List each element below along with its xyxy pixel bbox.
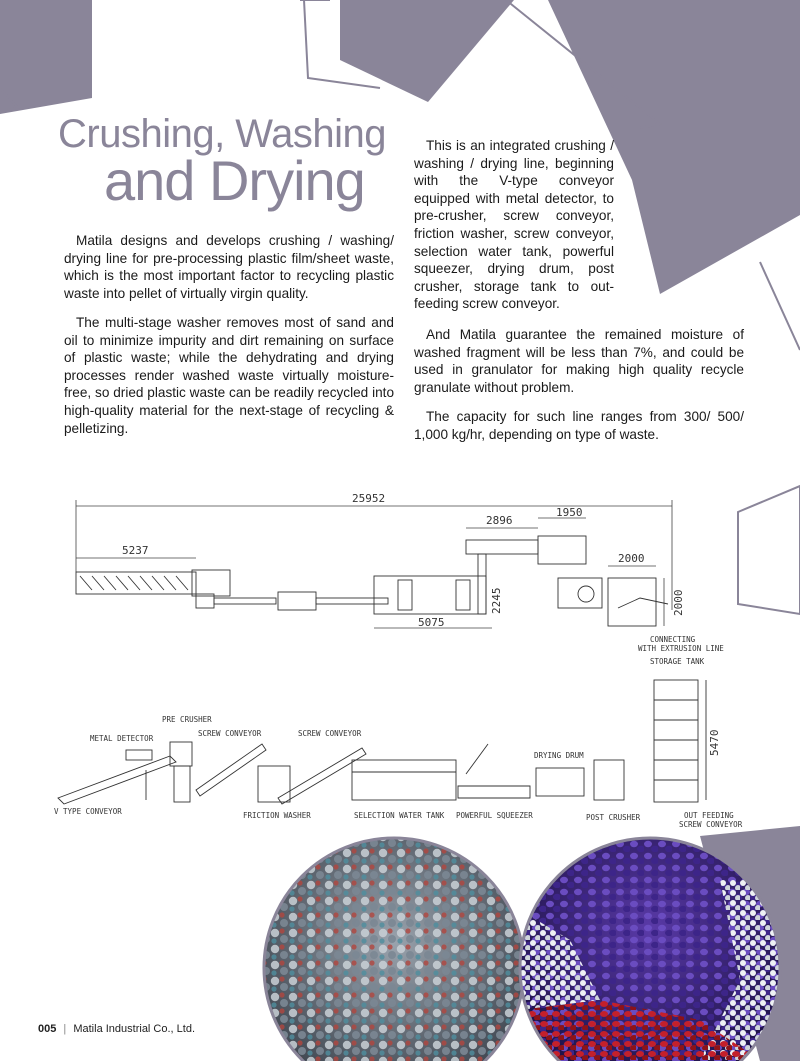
outfeed-top-view — [618, 598, 668, 608]
dim-mid-top: 2896 — [486, 514, 513, 527]
page-title-line2: and Drying — [104, 149, 365, 212]
right-paragraph-1: This is an integrated crushing / washing / drying line, beginning with the V-type conveyor equipped with metal detector, to pre-crusher, screw conveyor, friction washer, screw conveyor, selection water tank, powerful squeezer, drying drum, post crusher, storage tank to out-feeding screw conveyor. — [414, 138, 614, 312]
label-screw-conveyor-2: SCREW CONVEYOR — [298, 729, 362, 738]
pre-crusher-stand — [174, 766, 190, 802]
tank-roller-1 — [398, 580, 412, 610]
dim-left: 5237 — [122, 544, 149, 557]
label-out-feeding: OUT FEEDING — [684, 811, 734, 820]
tank-roller-2 — [456, 580, 470, 610]
metal-detector-side — [126, 750, 152, 760]
screw-conveyor-top-2 — [316, 598, 388, 604]
friction-washer-side — [258, 766, 290, 802]
water-tank-top-view — [374, 576, 486, 614]
page-number: 005 — [38, 1023, 57, 1035]
label-v-type-conveyor: V TYPE CONVEYOR — [54, 807, 122, 816]
label-post-crusher: POST CRUSHER — [586, 813, 641, 822]
company-name: Matila Industrial Co., Ltd. — [73, 1023, 196, 1035]
dim-right-top: 1950 — [556, 506, 583, 519]
dim-box-height: 2000 — [672, 589, 685, 616]
post-crusher-top-view — [558, 578, 602, 608]
colored-pellets-photo — [520, 838, 780, 1061]
dim-tank-width: 5075 — [418, 616, 445, 629]
right-paragraph-2: And Matila guarantee the remained moisture of washed fragment will be less than 7%, and could be used in granulator for making high quality recycle granulate without problem. — [414, 327, 744, 395]
water-tank-side — [352, 760, 456, 800]
drying-drum-top-view — [538, 536, 586, 564]
label-connecting: CONNECTING — [650, 635, 696, 644]
squeezer-top-view — [466, 540, 538, 554]
label-drying-drum: DRYING DRUM — [534, 751, 584, 760]
storage-tank-side — [654, 680, 698, 802]
label-pre-crusher: PRE CRUSHER — [162, 715, 212, 724]
left-paragraph-2: The multi-stage washer removes most of sand and oil to minimize impurity and dirt remaining on surface of plastic waste; while the dehydrating and drying processes render washed waste virtually moisture-free, so dried plastic waste can be readily recycled into high-quality material for the next-stage of recycling & pelletizing. — [64, 315, 394, 436]
right-paragraph-3: The capacity for such line ranges from 300/ 500/ 1,000 kg/hr, depending on type of waste. — [414, 409, 744, 442]
dim-box-width: 2000 — [618, 552, 645, 565]
page-footer — [38, 1023, 195, 1035]
screw-conveyor-top-1 — [214, 598, 276, 604]
footer-separator: | — [63, 1023, 67, 1035]
bg-shape-top-left — [0, 0, 92, 114]
dim-tank-height: 2245 — [490, 587, 503, 614]
pre-crusher-top-view — [192, 570, 230, 596]
drying-drum-side — [536, 768, 584, 796]
squeezer-feed-side — [466, 744, 488, 774]
left-paragraph-1: Matila designs and develops crushing / washing/ drying line for pre-processing plastic film/sheet waste, which is the most important factor to recycling plastic waste into pellet of virtually virgin quality. — [64, 233, 394, 301]
squeezer-side — [458, 786, 530, 798]
production-line-diagram — [0, 480, 800, 840]
label-screw-conveyor-3: SCREW CONVEYOR — [679, 820, 743, 829]
squeezer-feed — [478, 554, 486, 614]
v-conveyor-side — [58, 756, 176, 804]
page-title-line1: Crushing, Washing — [58, 112, 386, 156]
label-screw-conveyor-1: SCREW CONVEYOR — [198, 729, 262, 738]
post-crusher-side — [594, 760, 624, 800]
v-conveyor-hatch — [80, 576, 188, 590]
screw-conveyor-side-1 — [196, 744, 266, 796]
label-metal-detector: METAL DETECTOR — [90, 734, 154, 743]
dim-tower-height: 5470 — [708, 729, 721, 756]
label-powerful-squeezer: POWERFUL SQUEEZER — [456, 811, 533, 820]
post-crusher-rotor — [578, 586, 594, 602]
label-extrusion: WITH EXTRUSION LINE — [638, 644, 724, 653]
dim-overall: 25952 — [352, 492, 386, 505]
label-selection-water-tank: SELECTION WATER TANK — [354, 811, 445, 820]
bg-line-right — [760, 262, 800, 350]
label-friction-washer: FRICTION WASHER — [243, 811, 311, 820]
screw-conveyor-side-2 — [278, 748, 366, 804]
v-conveyor-top-view — [76, 572, 196, 594]
friction-washer-top-view — [278, 592, 316, 610]
label-storage-tank: STORAGE TANK — [650, 657, 705, 666]
mixed-pellets-photo — [264, 838, 524, 1061]
pre-crusher-side — [170, 742, 192, 766]
